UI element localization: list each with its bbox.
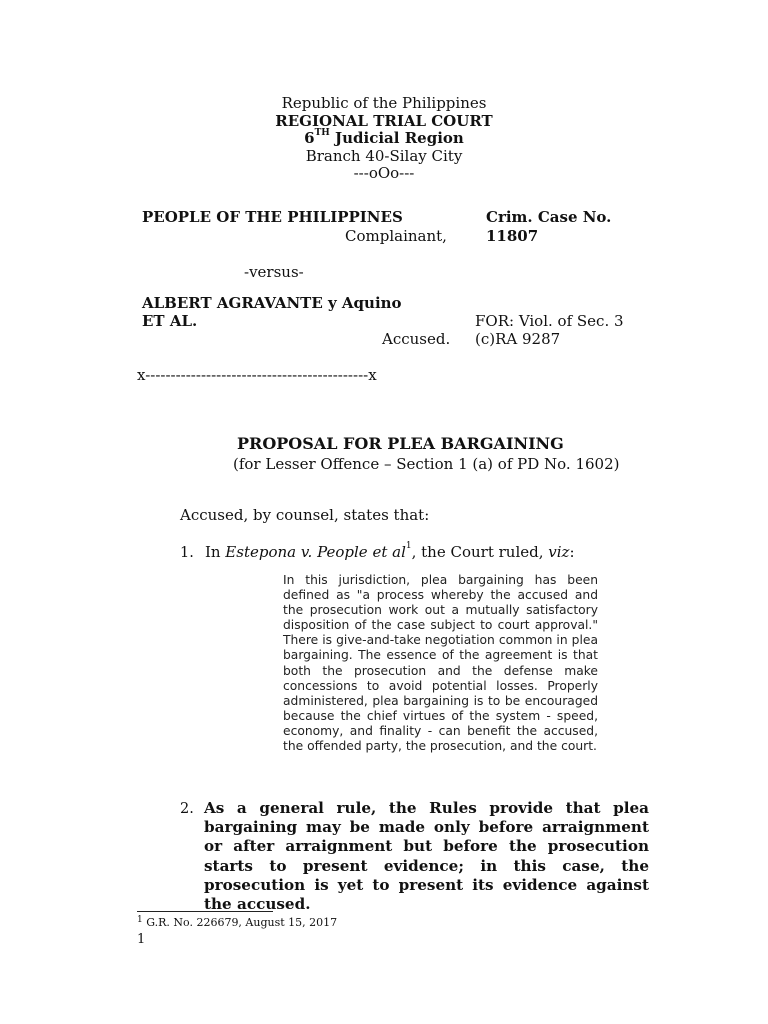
item-2-number: 2. — [180, 801, 194, 817]
item-1-number: 1. — [180, 545, 194, 561]
block-quote: In this jurisdiction, plea bargaining has been defined as "a process whereby the accused and the prosecution work out a mutually satisfactory disposition of the case subject to court approval." There is give-and-take negotiation common in plea bargaining. The essence of the agreement is that both the prosecution and the defense make concessions to avoid potential losses. Properly administered, plea bargaining is to be encouraged because the chief virtues of the system - speed, economy, and finality - can benefit the accused, the offended party, the prosecution, and the court. — [283, 573, 598, 754]
intro-statement: Accused, by counsel, states that: — [180, 506, 430, 524]
item-1 — [180, 542, 575, 561]
footnote-divider — [137, 911, 273, 912]
page-number: 1 — [137, 932, 146, 947]
footnote-ref: 1 — [405, 541, 412, 551]
charge-line1: FOR: Viol. of Sec. 3 — [475, 312, 624, 330]
footnote: $^1$ G.R. No. 226679, August 15, 2017 — [137, 915, 338, 929]
item-2-text: As a general rule, the Rules provide that plea bargaining may be made only before arraignment or after arraignment but before the prosecution starts to present evidence; in this case, the prosecution is yet to present its evidence against the accused. — [204, 799, 649, 914]
plaintiff-name: PEOPLE OF THE PHILIPPINES — [142, 208, 403, 226]
charge-line2: (c)RA 9287 — [475, 330, 561, 348]
header-republic: Republic of the Philippines — [281, 94, 487, 112]
plaintiff-role: Complainant, — [345, 227, 447, 245]
accused-role: Accused. — [382, 330, 451, 348]
document-title: PROPOSAL FOR PLEA BARGAINING — [237, 434, 564, 453]
header-branch: Branch 40-Silay City — [305, 147, 463, 165]
header-region: 6TH Judicial Region — [304, 128, 464, 147]
accused-name-line1: ALBERT AGRAVANTE y Aquino — [142, 294, 402, 312]
case-label: Crim. Case No. — [486, 208, 612, 226]
versus-label: -versus- — [244, 263, 304, 281]
caption-separator: x--------------------------------------------x — [137, 366, 377, 384]
item-1-text: In Estepona v. People et $al^1$, the Court ruled, viz: — [204, 541, 575, 561]
header-divider: ---oOo--- — [353, 164, 415, 182]
document-subtitle: (for Lesser Offence – Section 1 (a) of PD No. 1602) — [233, 455, 620, 473]
accused-name-line2: ET AL. — [142, 312, 198, 330]
case-number: 11807 — [486, 227, 539, 245]
header-court: REGIONAL TRIAL COURT — [275, 112, 493, 130]
